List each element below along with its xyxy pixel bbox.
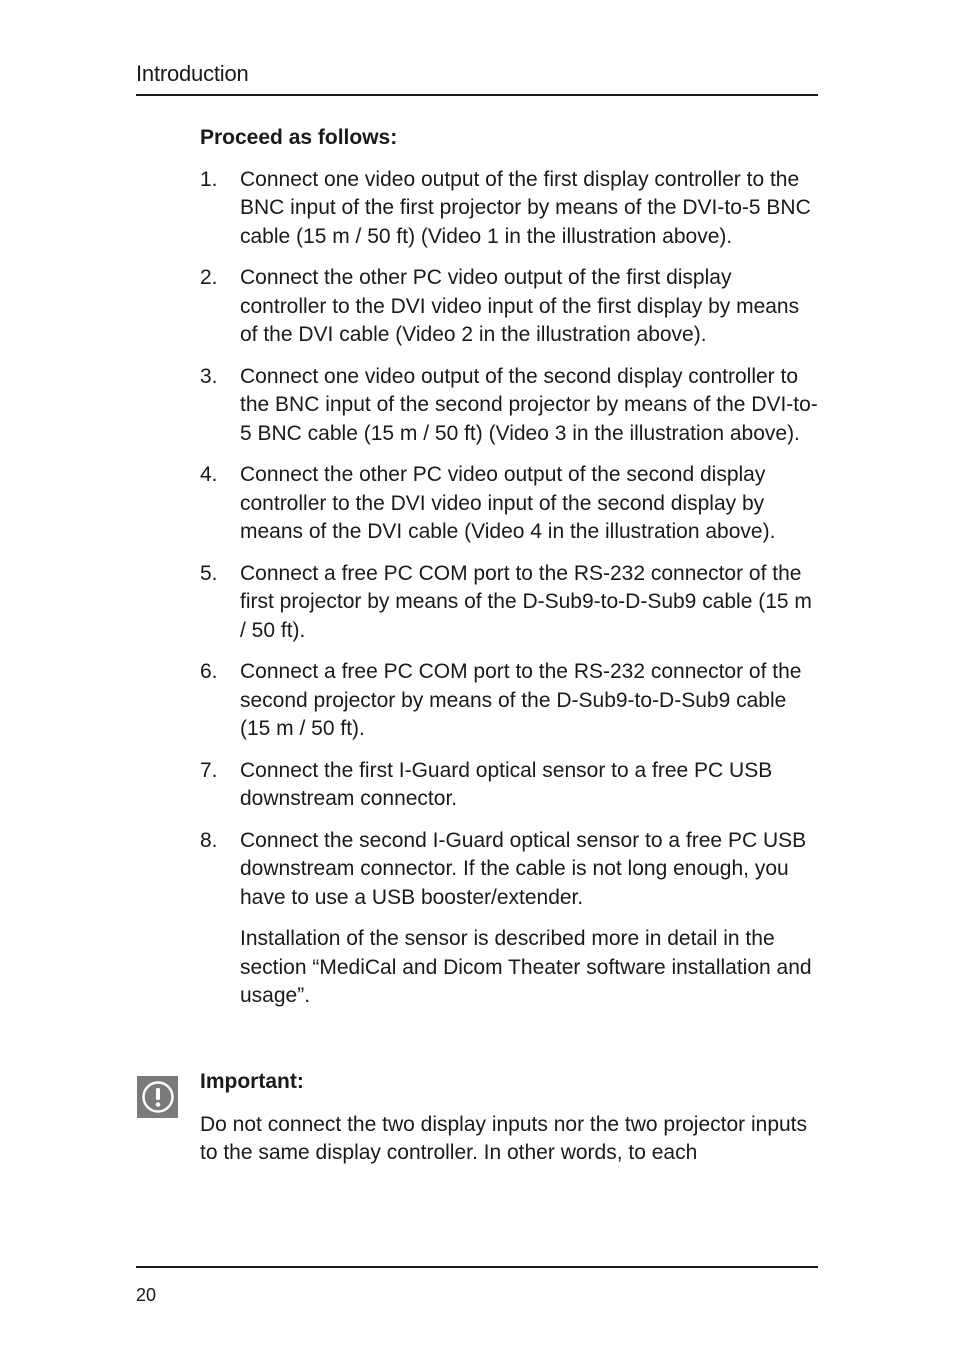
step-number: 2. xyxy=(200,266,218,289)
page-number: 20 xyxy=(136,1285,157,1305)
main-content xyxy=(200,124,818,1024)
step-item-3 xyxy=(200,363,818,449)
step-item-8 xyxy=(200,827,818,1011)
step-text: Connect the second I-Guard optical sensor to a free PC USB downstream connector. If the cable is not long enough, you have to use a USB booster/extender. xyxy=(240,828,807,909)
step-text: Connect the other PC video output of the first display controller to the DVI video input of the first display by means of the DVI cable (Video 2 in the illustration above). xyxy=(240,266,800,346)
exclamation-icon xyxy=(137,1076,178,1118)
step-number: 8. xyxy=(200,828,218,852)
step-item-5 xyxy=(200,560,818,646)
step-text: Connect one video output of the first display controller to the BNC input of the first projector by means of the DVI-to-5 BNC cable (15 m / 50 ft) (Video 1 in the illustration above). xyxy=(240,167,811,248)
step-text: Connect a free PC COM port to the RS-232 connector of the second projector by means of the D-Sub9-to-D-Sub9 cable (15 m / 50 ft). xyxy=(240,660,802,740)
step-number: 7. xyxy=(200,758,218,782)
step-item-4 xyxy=(200,461,818,547)
header-rule xyxy=(136,94,818,96)
page-header-title: Introduction xyxy=(136,61,249,86)
steps-list xyxy=(200,166,818,1011)
proceed-heading: Proceed as follows: xyxy=(200,126,398,149)
important-block xyxy=(200,1068,818,1168)
step-text: Connect a free PC COM port to the RS-232 connector of the first projector by means of the D-Sub9-to-D-Sub9 cable (15 m / 50 ft). xyxy=(240,561,812,642)
step-item-6 xyxy=(200,658,818,744)
step-text: Connect the first I-Guard optical sensor to a free PC USB downstream connector. xyxy=(240,758,773,810)
step-text: Connect the other PC video output of the second display controller to the DVI video input of the second display by means of the DVI cable (Video 4 in the illustration above). xyxy=(240,463,776,543)
important-title: Important: xyxy=(200,1070,304,1093)
step-item-7 xyxy=(200,757,818,814)
step-number: 1. xyxy=(200,167,218,191)
step-number: 3. xyxy=(200,364,218,388)
step-number: 4. xyxy=(200,463,218,486)
step-text: Connect one video output of the second display controller to the BNC input of the second projector by means of the DVI-to-5 BNC cable (15 m / 50 ft) (Video 3 in the illustration above). xyxy=(240,364,818,445)
step-number: 6. xyxy=(200,660,218,683)
step-item-1 xyxy=(200,166,818,252)
step-note: Installation of the sensor is described more in detail in the section “MediCal and Dicom Theater software installation and usage”. xyxy=(240,927,812,1007)
step-number: 5. xyxy=(200,561,218,585)
exclamation-icon-graphic xyxy=(141,1080,175,1114)
step-item-2 xyxy=(200,264,818,350)
footer-rule xyxy=(136,1266,818,1268)
important-body: Do not connect the two display inputs nor the two projector inputs to the same display controller. In other words, to each xyxy=(200,1112,808,1164)
